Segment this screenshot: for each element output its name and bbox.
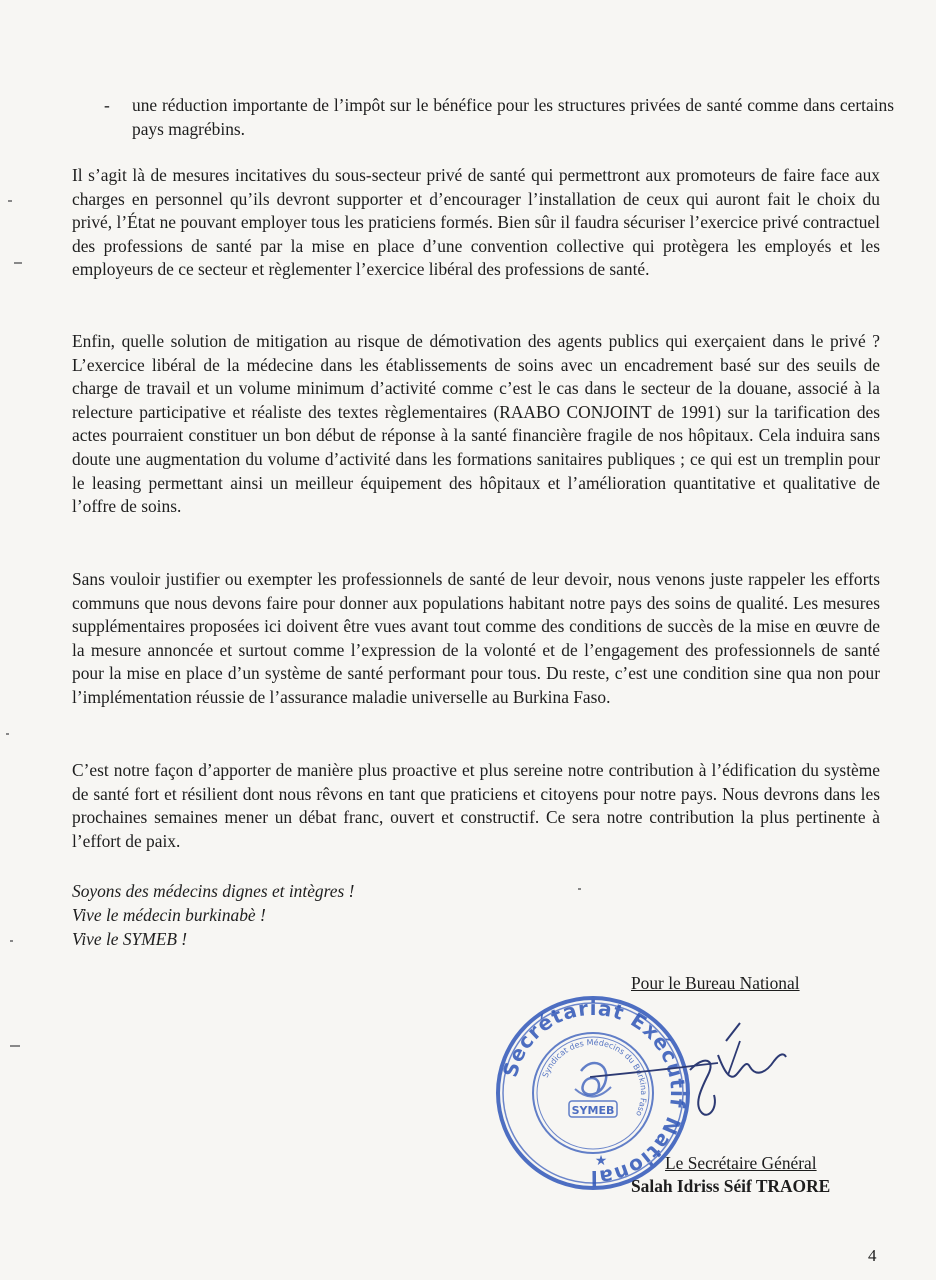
- svg-text:Secrétariat Exécutif National: Secrétariat Exécutif National: [497, 995, 691, 1191]
- handwritten-signature: [590, 1015, 790, 1125]
- closing-slogans: [72, 879, 354, 951]
- svg-text:★: ★: [594, 1153, 608, 1169]
- scan-speck: [14, 262, 22, 264]
- page-number: 4: [868, 1246, 877, 1265]
- paragraph-contribution: C’est notre façon d’apporter de manière plus proactive et plus sereine notre contribution à l’édification du système de santé fort et résilient dont nous rêvons en tant que praticiens et citoyens pour notre pays. Nous devrons dans les prochaines semaines mener un débat franc, ouvert et constructif. Ce sera notre contribution la plus pertinente à l’effort de paix.: [72, 760, 880, 851]
- paragraph-incentives: Il s’agit là de mesures incitatives du sous-secteur privé de santé qui permettront aux promoteurs de faire face aux charges en personnel qu’ils devront supporter et d’encourager l’installation de ceux qui auront fait le choix du privé, l’État ne pouvant employer tous les praticiens formés. Bien sûr il faudra sécuriser l’exercice privé contractuel des professions de santé par la mise en place d’une convention collective qui protègera les employés et les employeurs de ce secteur et règlementer l’exercice libéral des professions de santé.: [72, 165, 880, 280]
- scan-speck: [10, 1045, 20, 1047]
- bullet-text: une réduction importante de l’impôt sur le bénéfice pour les structures privées de santé comme dans certains pays magrébins.: [132, 95, 894, 139]
- bullet-item: [104, 94, 894, 141]
- scan-speck: [8, 200, 12, 202]
- scan-speck: [578, 888, 581, 890]
- scan-speck: [10, 940, 13, 942]
- slogan-line: Vive le médecin burkinabè !: [72, 905, 266, 925]
- slogan-line: Vive le SYMEB !: [72, 929, 188, 949]
- signatory-title: Le Secrétaire Général: [665, 1153, 817, 1173]
- svg-text:Syndicat des Médecins du Burki: Syndicat des Médecins du Burkina Faso: [540, 1037, 649, 1118]
- bullet-dash: -: [104, 95, 110, 115]
- slogan-line: Soyons des médecins dignes et intègres !: [72, 881, 355, 901]
- scan-speck: [6, 733, 9, 735]
- svg-text:SYMEB: SYMEB: [571, 1104, 615, 1117]
- paragraph-mitigation: Enfin, quelle solution de mitigation au risque de démotivation des agents publics qui exerçaient dans le privé ? L’exercice libéral de la médecine dans les établissements de soins avec un encadrement basé sur des seuils de charge de travail et un volume minimum d’activité comme c’est le cas dans le secteur de la douane, associé à la relecture participative et réaliste des textes règlementaires (RAABO CONJOINT de 1991) sur la tarification des actes pourraient constituer un bon début de réponse à la santé financière fragile de nos hôpitaux. Cela induira sans doute une augmentation du volume d’activité dans les formations sanitaires publiques ; ce qui est un tremplin pour le leasing permettant ainsi un meilleur équipement des hôpitaux et l’amélioration quantitative et qualitative de l’offre de soins.: [72, 331, 880, 517]
- bureau-heading: Pour le Bureau National: [631, 973, 800, 993]
- paragraph-efforts: Sans vouloir justifier ou exempter les professionnels de santé de leur devoir, nous venons juste rappeler les efforts communs que nous devons faire pour donner aux populations habitant notre pays des soins de qualité. Les mesures supplémentaires proposées ici doivent être vues avant tout comme des conditions de succès de la mise en œuvre de la mesure annoncée et surtout comme l’expression de la volonté et de l’engagement des professionnels de santé pour la mise en place d’un système de santé performant pour tous. Du reste, c’est une condition sine qua non pour l’implémentation réussie de l’assurance maladie universelle au Burkina Faso.: [72, 569, 880, 707]
- signatory-name: Salah Idriss Séif TRAORE: [631, 1176, 831, 1196]
